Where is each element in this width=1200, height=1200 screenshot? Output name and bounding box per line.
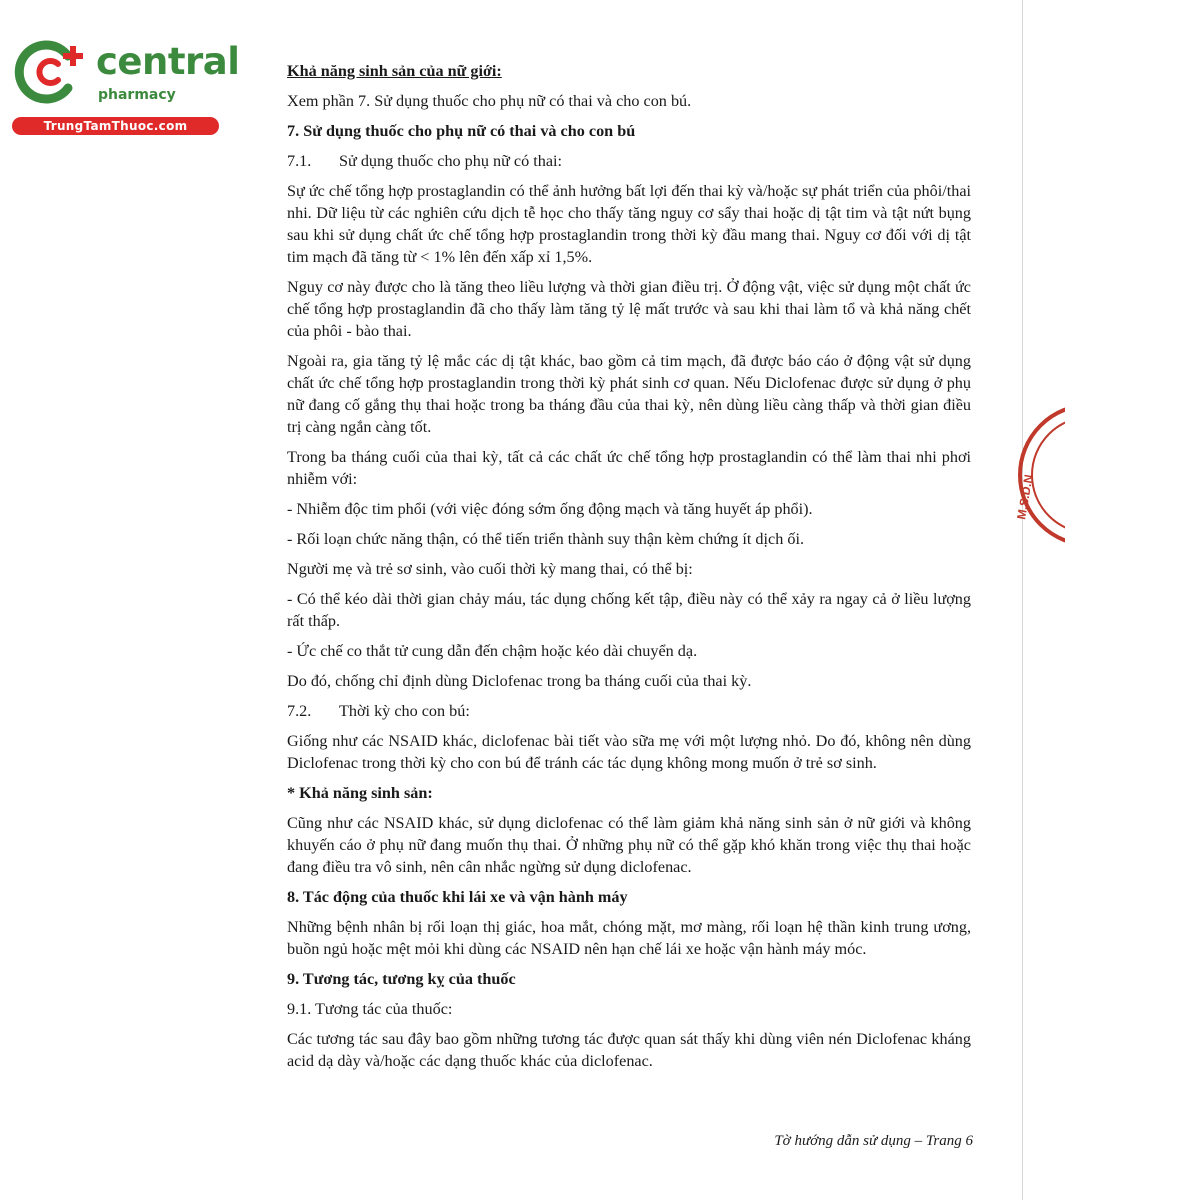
brand-name: central <box>96 40 240 83</box>
fertility-text: Cũng như các NSAID khác, sử dụng diclofenac có thể làm giảm khả năng sinh sản ở nữ giới và không khuyến cáo ở phụ nữ đang muốn thụ thai. Ở những phụ nữ có thể gặp khó khăn trong việc thụ thai hoặc đang điều tra vô sinh, nên cân nhắc ngừng sử dụng diclofenac. <box>287 814 971 876</box>
subsection-7-1-number: 7.1. <box>287 152 312 170</box>
paragraph-7-2-1: Giống như các NSAID khác, diclofenac bài tiết vào sữa mẹ với một lượng nhỏ. Do đó, không nên dùng Diclofenac trong thời kỳ cho con bú để tránh các tác dụng không mong muốn ở trẻ sơ sinh. <box>287 732 971 772</box>
subsection-7-2-number: 7.2. <box>287 702 312 720</box>
brand-website: TrungTamThuoc.com <box>12 117 219 135</box>
paragraph-7-1-1: Sự ức chế tổng hợp prostaglandin có thể ảnh hưởng bất lợi đến thai kỳ và/hoặc sự phát triển của phôi/thai nhi. Dữ liệu từ các nghiên cứu dịch tễ học cho thấy tăng nguy cơ sẩy thai hoặc dị tật tim và tật nứt bụng sau khi sử dụng chất ức chế tổng hợp prostaglandin trong thời kỳ đầu mang thai. Nguy cơ đối với dị tật tim mạch đã tăng từ < 1% lên đến xấp xỉ 1,5%. <box>287 182 971 266</box>
official-stamp-icon <box>985 400 1065 550</box>
paragraph-7-1-6: Do đó, chống chỉ định dùng Diclofenac trong ba tháng cuối của thai kỳ. <box>287 672 752 690</box>
central-pharmacy-logo-icon <box>10 38 92 108</box>
section-7-heading: 7. Sử dụng thuốc cho phụ nữ có thai và cho con bú <box>287 122 636 140</box>
section-8-heading: 8. Tác động của thuốc khi lái xe và vận hành máy <box>287 888 628 906</box>
brand-tagline: pharmacy <box>98 87 176 103</box>
subsection-7-2-label: Thời kỳ cho con bú: <box>339 702 470 720</box>
paragraph-7-1-3: Ngoài ra, gia tăng tỷ lệ mắc các dị tật khác, bao gồm cả tim mạch, đã được báo cáo ở động vật sử dụng chất ức chế tổng hợp prostaglandin trong thời kỳ phát sinh cơ quan. Nếu Diclofenac được sử dụng ở phụ nữ đang cố gắng thụ thai hoặc trong ba tháng đầu của thai kỳ, nên dùng liều càng thấp và thời gian điều trị càng ngắn càng tốt. <box>287 352 971 436</box>
page-edge <box>1022 0 1200 1200</box>
fertility-female-text: Xem phần 7. Sử dụng thuốc cho phụ nữ có thai và cho con bú. <box>287 92 692 110</box>
svg-text:M.S.D.N: M.S.D.N <box>1014 473 1036 521</box>
document-body <box>287 60 971 1072</box>
section-9-heading: 9. Tương tác, tương kỵ của thuốc <box>287 970 516 988</box>
bullet-renal: - Rối loạn chức năng thận, có thể tiến triển thành suy thận kèm chứng ít dịch ối. <box>287 530 804 548</box>
subsection-9-1-text: Các tương tác sau đây bao gồm những tương tác được quan sát thấy khi dùng viên nén Diclofenac kháng acid dạ dày và/hoặc các dạng thuốc khác của diclofenac. <box>287 1030 971 1070</box>
watermark-logo <box>10 38 240 138</box>
page-footer: Tờ hướng dẫn sử dụng – Trang 6 <box>774 1133 973 1149</box>
bullet-uterine: - Ức chế co thắt tử cung dẫn đến chậm hoặc kéo dài chuyển dạ. <box>287 642 698 660</box>
section-8-text: Những bệnh nhân bị rối loạn thị giác, hoa mắt, chóng mặt, mơ màng, rối loạn hệ thần kinh trung ương, buồn ngủ hoặc mệt mỏi khi dùng các NSAID nên hạn chế lái xe hoặc vận hành máy móc. <box>287 918 971 958</box>
fertility-heading: * Khả năng sinh sản: <box>287 784 433 802</box>
subsection-7-2 <box>287 700 971 722</box>
paragraph-7-1-5: Người mẹ và trẻ sơ sinh, vào cuối thời kỳ mang thai, có thể bị: <box>287 560 693 578</box>
bullet-bleeding: - Có thể kéo dài thời gian chảy máu, tác dụng chống kết tập, điều này có thể xảy ra ngay cả ở liều lượng rất thấp. <box>287 590 971 630</box>
fertility-female-heading: Khả năng sinh sản của nữ giới: <box>287 62 502 80</box>
bullet-cardiopulmonary: - Nhiễm độc tim phổi (với việc đóng sớm ống động mạch và tăng huyết áp phổi). <box>287 500 813 518</box>
paragraph-7-1-4: Trong ba tháng cuối của thai kỳ, tất cả các chất ức chế tổng hợp prostaglandin có thể làm thai nhi phơi nhiễm với: <box>287 448 971 488</box>
paragraph-7-1-2: Nguy cơ này được cho là tăng theo liều lượng và thời gian điều trị. Ở động vật, việc sử dụng một chất ức chế tổng hợp prostaglandin đã cho thấy làm tăng tỷ lệ mất trước và sau khi thai làm tổ và khả năng chết của phôi - bào thai. <box>287 278 971 340</box>
subsection-7-1-label: Sử dụng thuốc cho phụ nữ có thai: <box>339 152 563 170</box>
subsection-7-1 <box>287 150 971 172</box>
subsection-9-1-label: 9.1. Tương tác của thuốc: <box>287 1000 453 1018</box>
